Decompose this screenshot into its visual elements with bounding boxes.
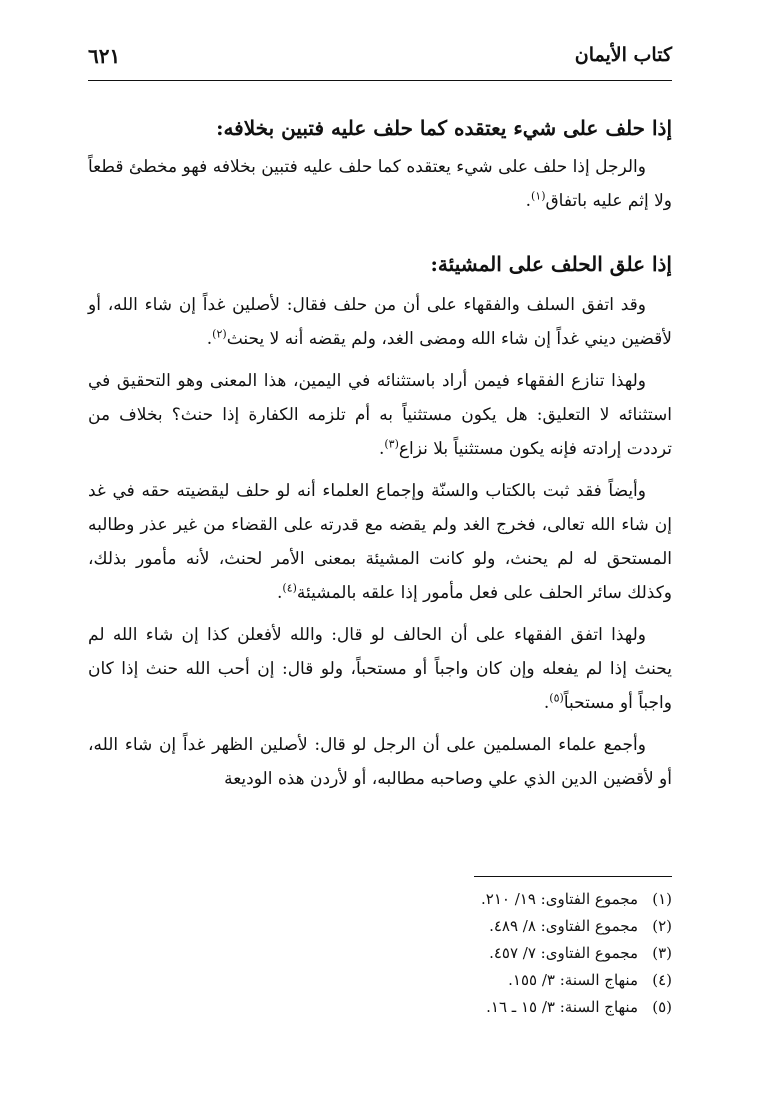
- book-title: كتاب الأيمان: [574, 44, 672, 66]
- footnote: [252, 994, 672, 1021]
- section-heading: إذا علق الحلف على المشيئة:: [430, 252, 672, 276]
- paragraph: [88, 474, 672, 610]
- footnote-text: منهاج السنة: ٣/ ١٥ ـ ١٦.: [486, 998, 638, 1016]
- paragraph-text: ولهذا اتفق الفقهاء على أن الحالف لو قال: والله لأفعلن كذا إن شاء الله لم يحنث إذا لم يفعله وإن كان واجباً أو مستحباً، ولو قال: إن أحب الله حنث إذا كان واجباً أو مستحباً: [88, 625, 672, 713]
- paragraph-text: وأيضاً فقد ثبت بالكتاب والسنّة وإجماع العلماء أنه لو حلف ليقضيته حقه في غد إن شاء الله تعالى، فخرج الغد ولم يقضه مع قدرته على القضاء من غير عذر وطالبه المستحق له لم يحنث، ولو كانت المشيئة بمعنى الأمر لحنث، لأنه مأمور بذلك، وكذلك سائر الحلف على فعل مأمور إذا علقه بالمشيئة: [88, 481, 672, 603]
- footnote: [252, 913, 672, 940]
- footnote-number: (١): [652, 890, 672, 908]
- paragraph-tail: .: [206, 329, 213, 349]
- footnote-ref: (٤): [282, 581, 297, 595]
- section-heading: إذا حلف على شيء يعتقده كما حلف عليه فتبين بخلافه:: [216, 116, 672, 140]
- footnote-text: مجموع الفتاوى: ١٩/ ٢١٠.: [481, 890, 638, 908]
- footnote-number: (٢): [652, 917, 672, 935]
- paragraph: [88, 288, 672, 356]
- paragraph-tail: .: [525, 191, 531, 211]
- footnote-text: مجموع الفتاوى: ٨/ ٤٨٩.: [489, 917, 638, 935]
- page-number: ٦٢١: [88, 44, 121, 68]
- footnote-text: مجموع الفتاوى: ٧/ ٤٥٧.: [489, 944, 638, 962]
- footnote: [252, 940, 672, 967]
- footnote-ref: (٣): [384, 437, 399, 451]
- main-text: [88, 108, 672, 804]
- footnote-ref: (٥): [549, 691, 564, 705]
- paragraph-text: ولهذا تنازع الفقهاء فيمن أراد باستثنائه في اليمين، هذا المعنى وهو التحقيق في استثنائه لا التعليق: هل يكون مستثنياً به أم تلزمه الكفارة إذا حنث؟ بخلاف من ترددت إرادته فإنه يكون مستثنياً بلا نزاع: [88, 371, 672, 459]
- paragraph-tail: .: [276, 583, 283, 603]
- footnote-divider: [474, 876, 672, 877]
- footnote: [252, 967, 672, 994]
- footnote-ref: (١): [530, 189, 546, 203]
- paragraph-tail: .: [543, 693, 550, 713]
- paragraph-tail: .: [378, 439, 385, 459]
- footnote-number: (٣): [652, 944, 672, 962]
- footnote-text: منهاج السنة: ٣/ ١٥٥.: [508, 971, 638, 989]
- paragraph-text: وأجمع علماء المسلمين على أن الرجل لو قال: لأصلين الظهر غداً إن شاء الله، أو لأقضين الدين الذي علي وصاحبه مطالبه، أو لأردن هذه الوديعة: [88, 735, 672, 789]
- paragraph: [88, 728, 672, 796]
- paragraph: [88, 618, 672, 720]
- footnote-ref: (٢): [212, 327, 227, 341]
- footnote: [252, 886, 672, 913]
- footnotes: [252, 886, 672, 1021]
- footnote-number: (٤): [652, 971, 672, 989]
- paragraph: [88, 150, 672, 218]
- footnote-number: (٥): [652, 998, 672, 1016]
- header-divider: [88, 80, 672, 81]
- paragraph-text: وقد اتفق السلف والفقهاء على أن من حلف فقال: لأصلين غداً إن شاء الله، أو لأقضين ديني غداً إن شاء الله ومضى الغد، ولم يقضه أنه لا يحنث: [88, 295, 672, 349]
- paragraph-text: والرجل إذا حلف على شيء يعتقده كما حلف عليه فتبين بخلافه فهو مخطئ قطعاً ولا إثم عليه باتفاق: [88, 157, 672, 211]
- paragraph: [88, 364, 672, 466]
- running-header: [88, 44, 672, 76]
